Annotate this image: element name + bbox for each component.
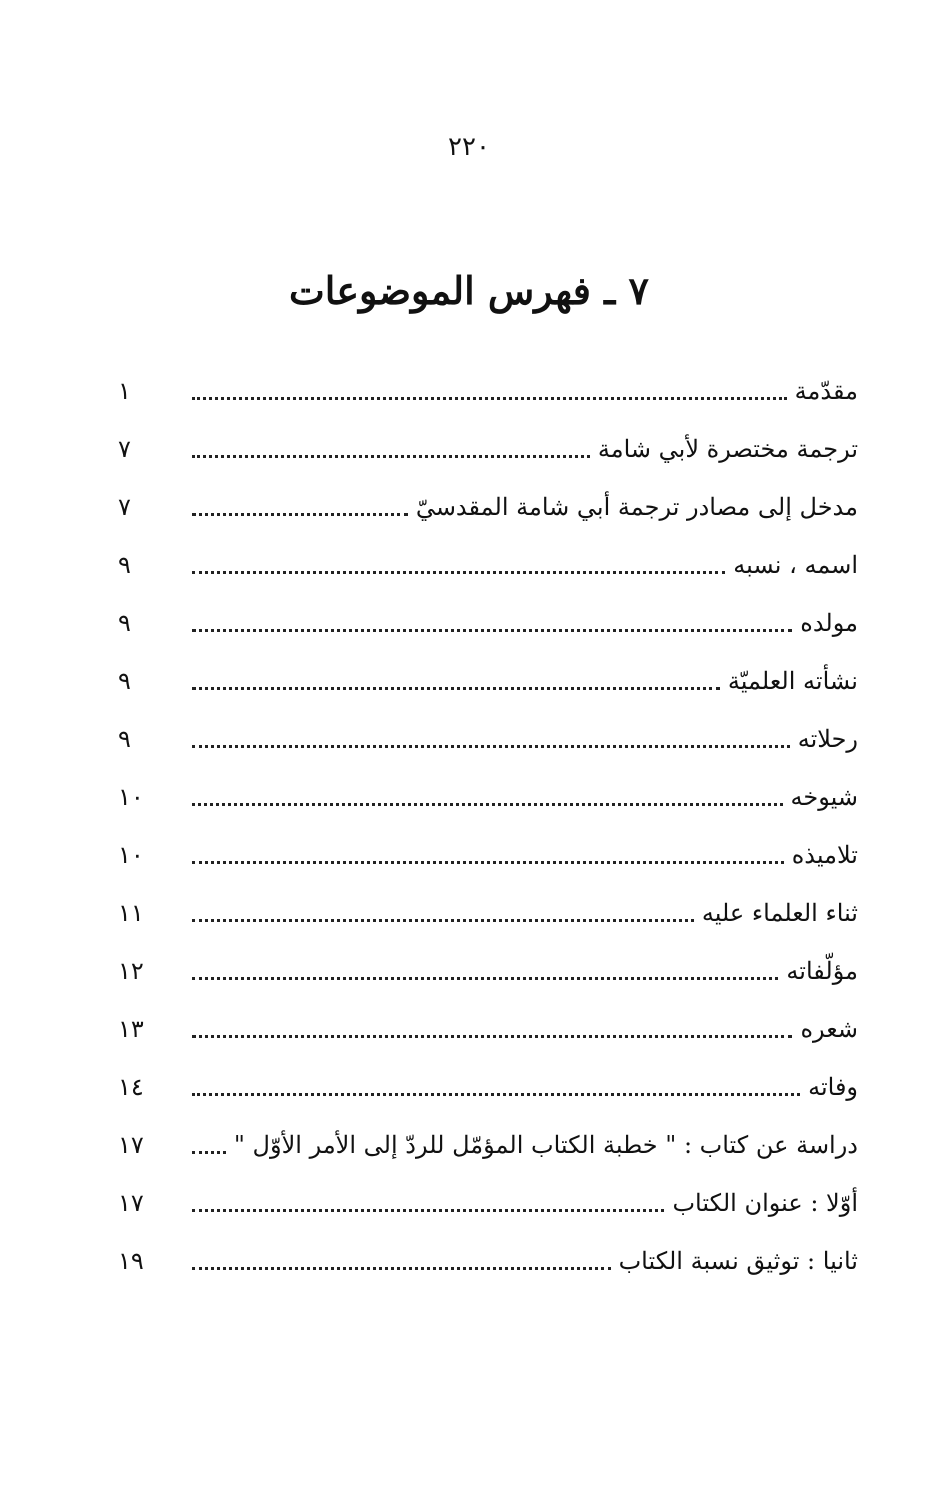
toc-entry-page: ١٠ — [118, 783, 144, 811]
toc-entry-page: ٩ — [118, 609, 131, 637]
toc-entry-title: ثانيا : توثيق نسبة الكتاب — [618, 1247, 858, 1275]
page-heading: ٧ ـ فهرس الموضوعات — [289, 268, 649, 313]
dot-leader — [192, 629, 792, 632]
toc-entry-title: اسمه ، نسبه — [733, 551, 858, 579]
toc-entry-title: ترجمة مختصرة لأبي شامة — [597, 435, 858, 463]
toc-entry-page: ٩ — [118, 725, 131, 753]
toc-entry-title: مدخل إلى مصادر ترجمة أبي شامة المقدسيّ — [415, 493, 858, 521]
toc-entry[interactable] — [118, 942, 858, 1000]
dot-leader — [192, 571, 725, 574]
toc-entry-title: أوّلا : عنوان الكتاب — [672, 1189, 858, 1217]
toc-entry[interactable] — [118, 1174, 858, 1232]
toc-entry[interactable] — [118, 594, 858, 652]
toc-entry-title: شعره — [800, 1015, 858, 1043]
dot-leader — [192, 1209, 664, 1212]
toc-entry-page: ٩ — [118, 667, 131, 695]
toc-entry[interactable] — [118, 768, 858, 826]
table-of-contents — [118, 362, 858, 1290]
toc-entry-title: تلاميذه — [791, 841, 858, 869]
toc-entry[interactable] — [118, 1058, 858, 1116]
toc-entry[interactable] — [118, 710, 858, 768]
toc-entry-page: ١٣ — [118, 1015, 144, 1043]
toc-entry[interactable] — [118, 1116, 858, 1174]
toc-entry-page: ١١ — [118, 899, 144, 927]
toc-entry-title: مقدّمة — [794, 377, 858, 405]
dot-leader — [192, 1035, 792, 1038]
toc-entry-page: ٧ — [118, 493, 131, 521]
toc-entry[interactable] — [118, 884, 858, 942]
toc-entry-page: ١٠ — [118, 841, 144, 869]
toc-entry[interactable] — [118, 536, 858, 594]
toc-entry-page: ١ — [118, 377, 131, 405]
dot-leader — [192, 455, 590, 458]
toc-entry-page: ١٧ — [118, 1131, 144, 1159]
toc-entry-page: ١٢ — [118, 957, 144, 985]
toc-entry-title: ثناء العلماء عليه — [701, 899, 858, 927]
toc-entry-title: دراسة عن كتاب : " خطبة الكتاب المؤمّل للردّ إلى الأمر الأوّل " — [233, 1131, 858, 1159]
toc-entry-page: ١٧ — [118, 1189, 144, 1217]
toc-entry-title: شيوخه — [790, 783, 858, 811]
toc-entry[interactable] — [118, 420, 858, 478]
dot-leader — [192, 397, 787, 400]
toc-entry[interactable] — [118, 478, 858, 536]
dot-leader — [192, 919, 694, 922]
toc-entry[interactable] — [118, 1000, 858, 1058]
toc-entry[interactable] — [118, 826, 858, 884]
dot-leader — [192, 687, 720, 690]
dot-leader — [192, 1151, 226, 1154]
dot-leader — [192, 1267, 611, 1270]
page-number: ٢٢٠ — [448, 132, 490, 162]
toc-entry-title: رحلاته — [797, 725, 858, 753]
toc-entry-page: ١٤ — [118, 1073, 144, 1101]
toc-entry[interactable] — [118, 652, 858, 710]
dot-leader — [192, 803, 783, 806]
toc-entry-title: مولده — [800, 609, 858, 637]
toc-entry-page: ٧ — [118, 435, 131, 463]
toc-entry[interactable] — [118, 362, 858, 420]
dot-leader — [192, 745, 790, 748]
dot-leader — [192, 513, 408, 516]
dot-leader — [192, 1093, 800, 1096]
toc-entry-page: ١٩ — [118, 1247, 144, 1275]
toc-entry-title: وفاته — [808, 1073, 858, 1101]
toc-entry-title: نشأته العلميّة — [727, 667, 858, 695]
toc-entry[interactable] — [118, 1232, 858, 1290]
toc-entry-title: مؤلّفاته — [786, 957, 858, 985]
dot-leader — [192, 861, 784, 864]
dot-leader — [192, 977, 778, 980]
toc-entry-page: ٩ — [118, 551, 131, 579]
